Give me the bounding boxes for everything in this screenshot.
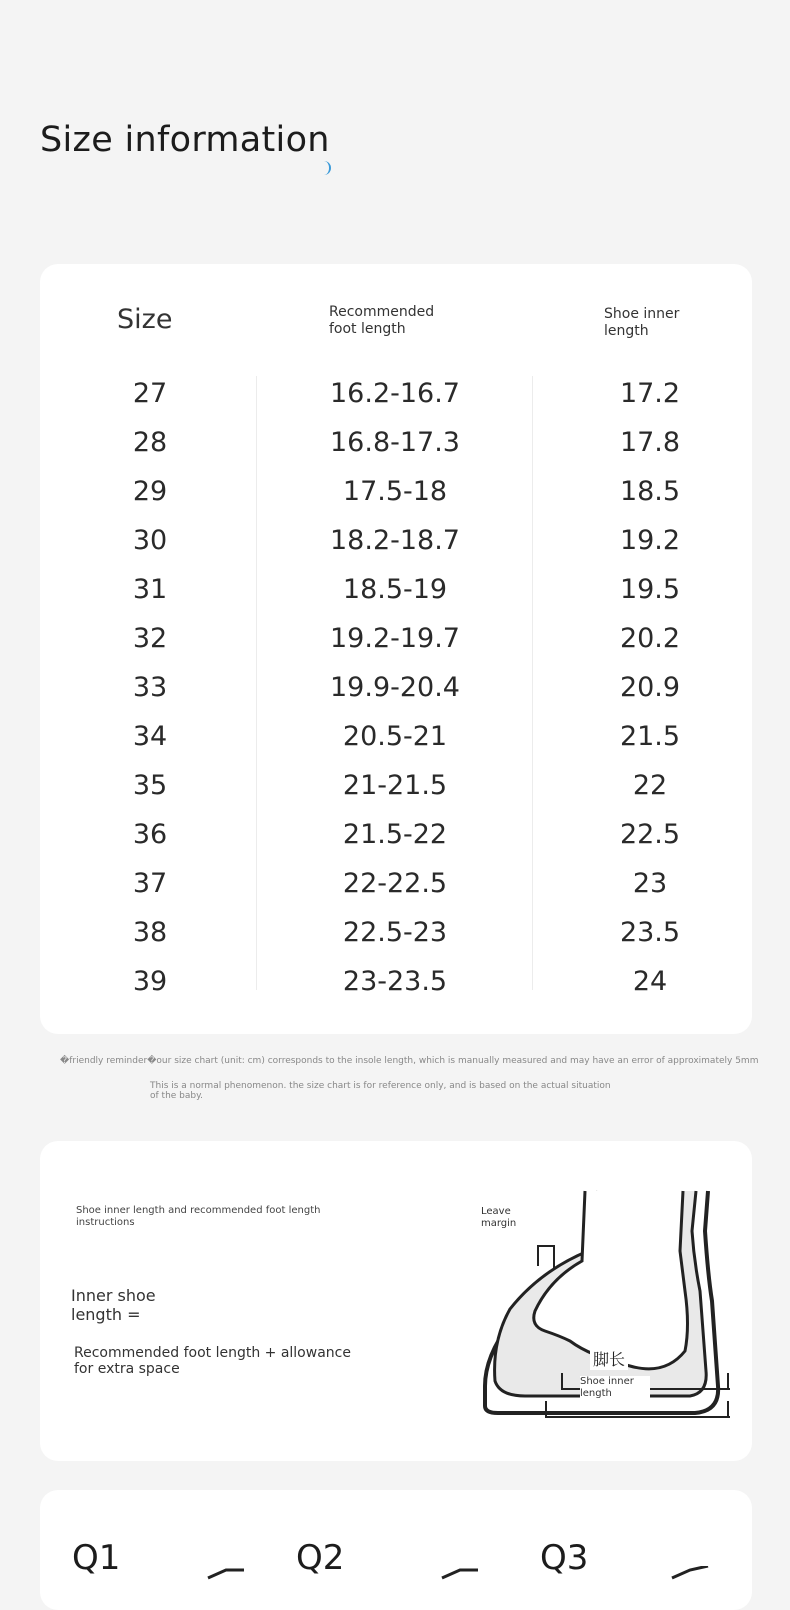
arrow-icon bbox=[670, 1566, 710, 1580]
size-cell: 27 bbox=[132, 378, 168, 409]
foot-length-cell: 21.5-22 bbox=[342, 819, 448, 850]
size-cell: 38 bbox=[132, 917, 168, 948]
inner-length-cell: 17.2 bbox=[619, 378, 681, 409]
foot-length-cell: 17.5-18 bbox=[342, 476, 448, 507]
foot-length-cell: 18.2-18.7 bbox=[330, 525, 460, 556]
inner-length-cell: 24 bbox=[632, 966, 668, 997]
foot-length-cell: 16.8-17.3 bbox=[330, 427, 460, 458]
table-row bbox=[40, 761, 752, 810]
inner-length-cell: 19.5 bbox=[619, 574, 681, 605]
reference-note: This is a normal phenomenon. the size chart is for reference only, and is based on the actual situation of the baby. bbox=[150, 1081, 611, 1101]
header-size: Size bbox=[117, 304, 173, 335]
arrow-icon bbox=[206, 1566, 246, 1580]
faq-card bbox=[40, 1490, 752, 1610]
leave-margin-label: Leave margin bbox=[481, 1206, 517, 1229]
table-row bbox=[40, 712, 752, 761]
inner-length-cell: 22 bbox=[632, 770, 668, 801]
table-row bbox=[40, 369, 752, 418]
size-table-card bbox=[40, 264, 752, 1034]
inner-length-cell: 20.9 bbox=[619, 672, 681, 703]
table-row bbox=[40, 908, 752, 957]
size-cell: 32 bbox=[132, 623, 168, 654]
foot-length-cell: 19.9-20.4 bbox=[330, 672, 460, 703]
reminder-note: �friendly reminder�our size chart (unit: cm) corresponds to the insole length, which is manually measured and may have an error of approximately 5mm bbox=[60, 1056, 759, 1066]
foot-length-label: 脚长 bbox=[590, 1347, 628, 1370]
faq-q3: Q3 bbox=[540, 1538, 589, 1578]
arrow-icon bbox=[440, 1566, 480, 1580]
table-row bbox=[40, 516, 752, 565]
header-foot-length: Recommended foot length bbox=[329, 304, 435, 337]
foot-length-cell: 23-23.5 bbox=[342, 966, 448, 997]
faq-q2: Q2 bbox=[296, 1538, 345, 1578]
size-cell: 35 bbox=[132, 770, 168, 801]
size-cell: 29 bbox=[132, 476, 168, 507]
inner-length-cell: 19.2 bbox=[619, 525, 681, 556]
page-title: Size information bbox=[40, 120, 330, 160]
foot-length-cell: 19.2-19.7 bbox=[330, 623, 460, 654]
table-row bbox=[40, 810, 752, 859]
inner-length-cell: 23 bbox=[632, 868, 668, 899]
table-row bbox=[40, 565, 752, 614]
foot-length-cell: 22-22.5 bbox=[342, 868, 448, 899]
table-row bbox=[40, 614, 752, 663]
table-row bbox=[40, 467, 752, 516]
size-cell: 36 bbox=[132, 819, 168, 850]
formula-left: Inner shoe length = bbox=[71, 1286, 156, 1324]
faq-q1: Q1 bbox=[72, 1538, 121, 1578]
size-cell: 39 bbox=[132, 966, 168, 997]
table-row bbox=[40, 418, 752, 467]
inner-length-cell: 23.5 bbox=[619, 917, 681, 948]
length-info-card bbox=[40, 1141, 752, 1461]
foot-length-cell: 22.5-23 bbox=[342, 917, 448, 948]
inner-length-label: Shoe inner length bbox=[580, 1376, 650, 1400]
info-heading: Shoe inner length and recommended foot length instructions bbox=[76, 1205, 321, 1228]
header-inner-length: Shoe inner length bbox=[604, 306, 680, 339]
table-row bbox=[40, 859, 752, 908]
inner-length-cell: 20.2 bbox=[619, 623, 681, 654]
table-row bbox=[40, 663, 752, 712]
size-cell: 28 bbox=[132, 427, 168, 458]
formula-right: Recommended foot length + allowance for extra space bbox=[74, 1345, 351, 1377]
foot-length-cell: 16.2-16.7 bbox=[330, 378, 460, 409]
foot-length-cell: 20.5-21 bbox=[342, 721, 448, 752]
inner-length-cell: 21.5 bbox=[619, 721, 681, 752]
size-cell: 34 bbox=[132, 721, 168, 752]
foot-length-cell: 18.5-19 bbox=[342, 574, 448, 605]
inner-length-cell: 17.8 bbox=[619, 427, 681, 458]
margin-bracket bbox=[538, 1246, 554, 1269]
table-row bbox=[40, 957, 752, 1006]
size-cell: 33 bbox=[132, 672, 168, 703]
size-cell: 37 bbox=[132, 868, 168, 899]
inner-length-cell: 22.5 bbox=[619, 819, 681, 850]
inner-length-cell: 18.5 bbox=[619, 476, 681, 507]
size-cell: 31 bbox=[132, 574, 168, 605]
foot-length-cell: 21-21.5 bbox=[342, 770, 448, 801]
size-cell: 30 bbox=[132, 525, 168, 556]
accent-mark bbox=[324, 161, 331, 175]
